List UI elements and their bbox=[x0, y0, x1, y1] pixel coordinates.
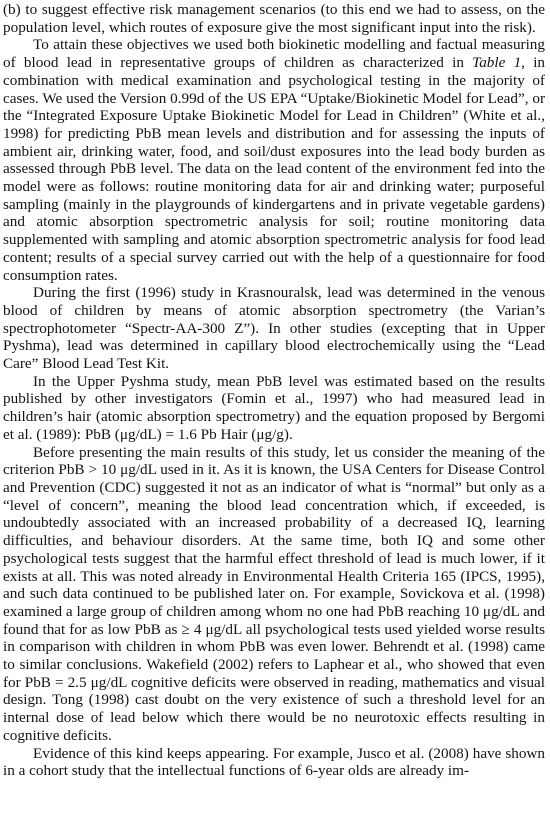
paragraph-text: To attain these objectives we used both biokinetic modelling and factual measuring of blood lead in representative groups of children as characterized in bbox=[3, 36, 545, 72]
paragraph-text: During the first (1996) study in Krasnouralsk, lead was determined in the venous blood of children by means of atomic absorption spectrometry (the Varian’s spectrophotometer “Spectr-AA-300 Z”). In other studies (excepting that in Upper Pyshma), lead was determined in capillary blood electrochemically using the “Lead Care” Blood Lead Test Kit. bbox=[3, 284, 545, 373]
paragraph-text: , in combination with medical examination and psychological testing in the majority of cases. We used the Version 0.99d of the US EPA “Uptake/Biokinetic Model for Lead”, or the “Integrated Exposure Uptake Biokinetic Model for Lead in Children” (White et al., 1998) for predicting PbB mean levels and distribution and for assessing the inputs of ambient air, drinking water, food, and soil/dust exposures into the lead body burden as assessed through PbB level. The data on the lead content of the environment fed into the model were as follows: routine monitoring data for air and drinking water; purposeful sampling (mainly in the playgrounds of kindergartens and in private vegetable gardens) and atomic absorption spectrometric analysis for soil; routine monitoring data supplemented with sampling and atomic absorption spectrometric analysis for food lead content; results of a special survey carried out with the help of a questionnaire for food consumption rates. bbox=[3, 54, 546, 284]
paragraph-text: Evidence of this kind keeps appearing. For example, Jusco et al. (2008) have shown in a cohort study that the intellectual functions of 6-year olds are already im- bbox=[3, 744, 545, 780]
paragraph-criterion bbox=[3, 444, 545, 745]
paragraph-text: (b) to suggest effective risk management scenarios (to this end we had to assess, on the population level, which routes of exposure give the most significant input into the risk). bbox=[3, 1, 545, 36]
paragraph-text: In the Upper Pyshma study, mean PbB level was estimated based on the results published by other investigators (Fomin et al., 1997) who had measured lead in children’s hair (atomic absorption spectrometry) and the equation proposed by Bergomi et al. (1989): PbB (μg/dL) = 1.6 Pb Hair (μg/g). bbox=[3, 372, 545, 443]
paragraph-methods bbox=[3, 36, 545, 284]
paragraph-upper-pyshma bbox=[3, 373, 545, 444]
paragraph-krasnouralsk bbox=[3, 284, 545, 373]
document-page bbox=[3, 1, 545, 780]
table-reference: Table 1 bbox=[472, 54, 522, 72]
paragraph-objectives-b bbox=[3, 1, 545, 36]
paragraph-evidence bbox=[3, 745, 545, 780]
paragraph-text: Before presenting the main results of this study, let us consider the meaning of the criterion PbB > 10 μg/dL used in it. As it is known, the USA Centers for Disease Control and Prevention (CDC) suggested it not as an indicator of what is “normal” but only as a “level of concern”, meaning the blood lead concentration which, if exceeded, is undoubtedly associated with an increased probability of a decreased IQ, learning difficulties, and behaviour disorders. At the same time, both IQ and some other psychological tests suggest that the harmful effect threshold of lead is much lower, if it exists at all. This was noted already in Environmental Health Criteria 165 (IPCS, 1995), and such data continued to be published later on. For example, Sovickova et al. (1998) examined a large group of children among whom no one had PbB reaching 10 μg/dL and found that for as low PbB as ≥ 4 μg/dL all psychological tests used yielded worse results in comparison with children in whom PbB was even lower. Behrendt et al. (1998) came to similar conclusions. Wakefield (2002) refers to Laphear et al., who showed that even for PbB = 2.5 μg/dL cognitive deficits were observed in reading, mathematics and visual design. Tong (1998) cast doubt on the very existence of such a threshold level for an internal dose of lead below which there would be no neurotoxic effects resulting in cognitive deficits. bbox=[3, 443, 545, 744]
